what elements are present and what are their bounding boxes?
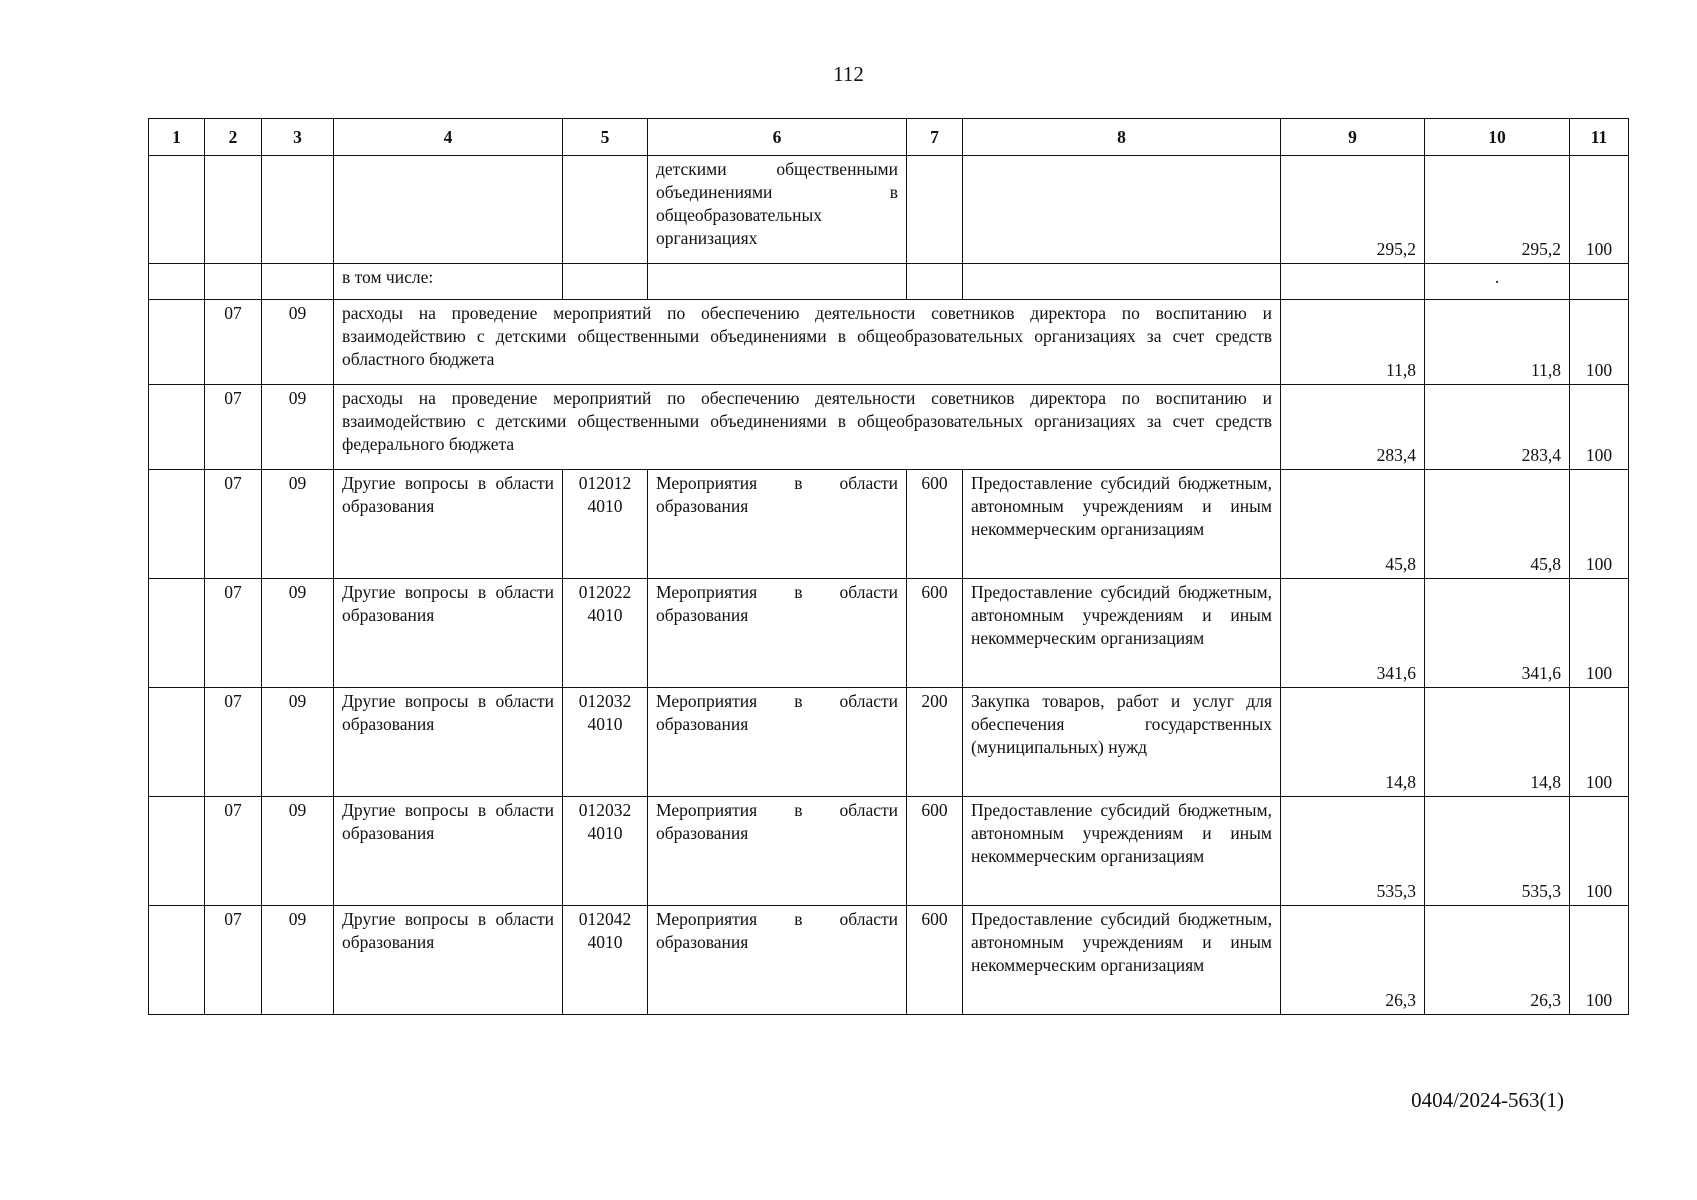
amount-cell: 26,3 <box>1425 906 1570 1015</box>
column-header: 5 <box>563 119 648 156</box>
expense-type-name-cell: Предоставление субсидий бюджетным, автономным учреждениям и иным некоммерческим организациям <box>963 906 1281 1015</box>
subsection-code-cell: 09 <box>262 385 334 470</box>
event-name-cell: Мероприятия в области образования <box>648 579 907 688</box>
section-code-cell: 07 <box>205 470 262 579</box>
expense-type-name-cell: Предоставление субсидий бюджетным, автономным учреждениям и иным некоммерческим организациям <box>963 797 1281 906</box>
column-header: 8 <box>963 119 1281 156</box>
table-cell <box>149 385 205 470</box>
section-code-cell: 07 <box>205 688 262 797</box>
table-row <box>149 688 1629 797</box>
amount-cell: 341,6 <box>1425 579 1570 688</box>
section-name-cell: Другие вопросы в области образования <box>334 906 563 1015</box>
amount-cell: 14,8 <box>1281 688 1425 797</box>
table-row <box>149 579 1629 688</box>
table-cell <box>963 264 1281 300</box>
section-name-cell: Другие вопросы в области образования <box>334 688 563 797</box>
page-number: 112 <box>833 62 864 86</box>
expense-type-code-cell: 600 <box>907 579 963 688</box>
event-name-cell: Мероприятия в области образования <box>648 797 907 906</box>
amount-cell: 26,3 <box>1281 906 1425 1015</box>
including-row <box>149 264 1629 300</box>
column-header: 6 <box>648 119 907 156</box>
document-code: 0404/2024-563(1) <box>1411 1088 1564 1112</box>
table-row <box>149 906 1629 1015</box>
amount-cell: 45,8 <box>1425 470 1570 579</box>
table-row <box>149 797 1629 906</box>
percent-cell: 100 <box>1570 797 1629 906</box>
subsection-code-cell: 09 <box>262 688 334 797</box>
amount-cell: 11,8 <box>1425 300 1570 385</box>
column-header: 1 <box>149 119 205 156</box>
table-cell: . <box>1425 264 1570 300</box>
table-row <box>149 470 1629 579</box>
target-article-cell: 012012 4010 <box>563 470 648 579</box>
column-header: 11 <box>1570 119 1629 156</box>
event-name-cell: Мероприятия в области образования <box>648 470 907 579</box>
expense-type-name-cell: Закупка товаров, работ и услуг для обеспечения государственных (муниципальных) нужд <box>963 688 1281 797</box>
percent-cell: 100 <box>1570 688 1629 797</box>
amount-cell: 45,8 <box>1281 470 1425 579</box>
table-cell <box>907 264 963 300</box>
column-header: 9 <box>1281 119 1425 156</box>
section-name-cell: Другие вопросы в области образования <box>334 579 563 688</box>
table-cell <box>149 906 205 1015</box>
including-label: в том числе: <box>334 264 563 300</box>
table-cell <box>563 264 648 300</box>
subsection-code-cell: 09 <box>262 579 334 688</box>
table-cell <box>149 300 205 385</box>
amount-cell: 295,2 <box>1281 156 1425 264</box>
event-name-cell: Мероприятия в области образования <box>648 906 907 1015</box>
section-code-cell: 07 <box>205 579 262 688</box>
expense-description-cell: расходы на проведение мероприятий по обеспечению деятельности советников директора по воспитанию и взаимодействию с детскими общественными объединениями в общеобразовательных организациях за счет средств федерального бюджета <box>334 385 1281 470</box>
section-name-cell: Другие вопросы в области образования <box>334 470 563 579</box>
section-code-cell: 07 <box>205 797 262 906</box>
target-article-cell: 012042 4010 <box>563 906 648 1015</box>
column-header: 7 <box>907 119 963 156</box>
subsection-code-cell: 09 <box>262 470 334 579</box>
table-cell <box>149 797 205 906</box>
table-cell <box>262 264 334 300</box>
percent-cell: 100 <box>1570 300 1629 385</box>
target-article-cell: 012032 4010 <box>563 688 648 797</box>
amount-cell: 283,4 <box>1281 385 1425 470</box>
amount-cell: 535,3 <box>1281 797 1425 906</box>
target-article-cell: 012032 4010 <box>563 797 648 906</box>
percent-cell: 100 <box>1570 579 1629 688</box>
expense-type-code-cell: 200 <box>907 688 963 797</box>
table-cell <box>149 264 205 300</box>
expense-type-name-cell: Предоставление субсидий бюджетным, автономным учреждениям и иным некоммерческим организациям <box>963 470 1281 579</box>
budget-table <box>148 118 1629 1015</box>
table-cell <box>149 579 205 688</box>
table-cell <box>1281 264 1425 300</box>
expense-type-name-cell: Предоставление субсидий бюджетным, автономным учреждениям и иным некоммерческим организациям <box>963 579 1281 688</box>
event-name-cell: детскими общественными объединениями в общеобразовательных организациях <box>648 156 907 264</box>
continuation-row <box>149 156 1629 264</box>
table-cell <box>907 156 963 264</box>
table-cell <box>563 156 648 264</box>
table-cell <box>205 156 262 264</box>
table-cell <box>149 470 205 579</box>
event-name-cell: Мероприятия в области образования <box>648 688 907 797</box>
section-name-cell: Другие вопросы в области образования <box>334 797 563 906</box>
column-number-row <box>149 119 1629 156</box>
expense-type-code-cell: 600 <box>907 797 963 906</box>
percent-cell: 100 <box>1570 470 1629 579</box>
amount-cell: 11,8 <box>1281 300 1425 385</box>
subsection-code-cell: 09 <box>262 797 334 906</box>
amount-cell: 14,8 <box>1425 688 1570 797</box>
column-header: 3 <box>262 119 334 156</box>
table-cell <box>262 156 334 264</box>
percent-cell: 100 <box>1570 385 1629 470</box>
section-code-cell: 07 <box>205 385 262 470</box>
table-cell <box>334 156 563 264</box>
table-cell <box>1570 264 1629 300</box>
percent-cell: 100 <box>1570 156 1629 264</box>
expense-description-cell: расходы на проведение мероприятий по обеспечению деятельности советников директора по воспитанию и взаимодействию с детскими общественными объединениями в общеобразовательных организациях за счет средств областного бюджета <box>334 300 1281 385</box>
percent-cell: 100 <box>1570 906 1629 1015</box>
amount-cell: 535,3 <box>1425 797 1570 906</box>
target-article-cell: 012022 4010 <box>563 579 648 688</box>
amount-cell: 295,2 <box>1425 156 1570 264</box>
table-cell <box>149 688 205 797</box>
section-code-cell: 07 <box>205 906 262 1015</box>
section-code-cell: 07 <box>205 300 262 385</box>
amount-cell: 341,6 <box>1281 579 1425 688</box>
subsection-code-cell: 09 <box>262 300 334 385</box>
expense-row <box>149 385 1629 470</box>
column-header: 10 <box>1425 119 1570 156</box>
table-cell <box>205 264 262 300</box>
table-cell <box>648 264 907 300</box>
amount-cell: 283,4 <box>1425 385 1570 470</box>
table-cell <box>963 156 1281 264</box>
expense-row <box>149 300 1629 385</box>
expense-type-code-cell: 600 <box>907 470 963 579</box>
table-cell <box>149 156 205 264</box>
subsection-code-cell: 09 <box>262 906 334 1015</box>
column-header: 2 <box>205 119 262 156</box>
expense-type-code-cell: 600 <box>907 906 963 1015</box>
column-header: 4 <box>334 119 563 156</box>
